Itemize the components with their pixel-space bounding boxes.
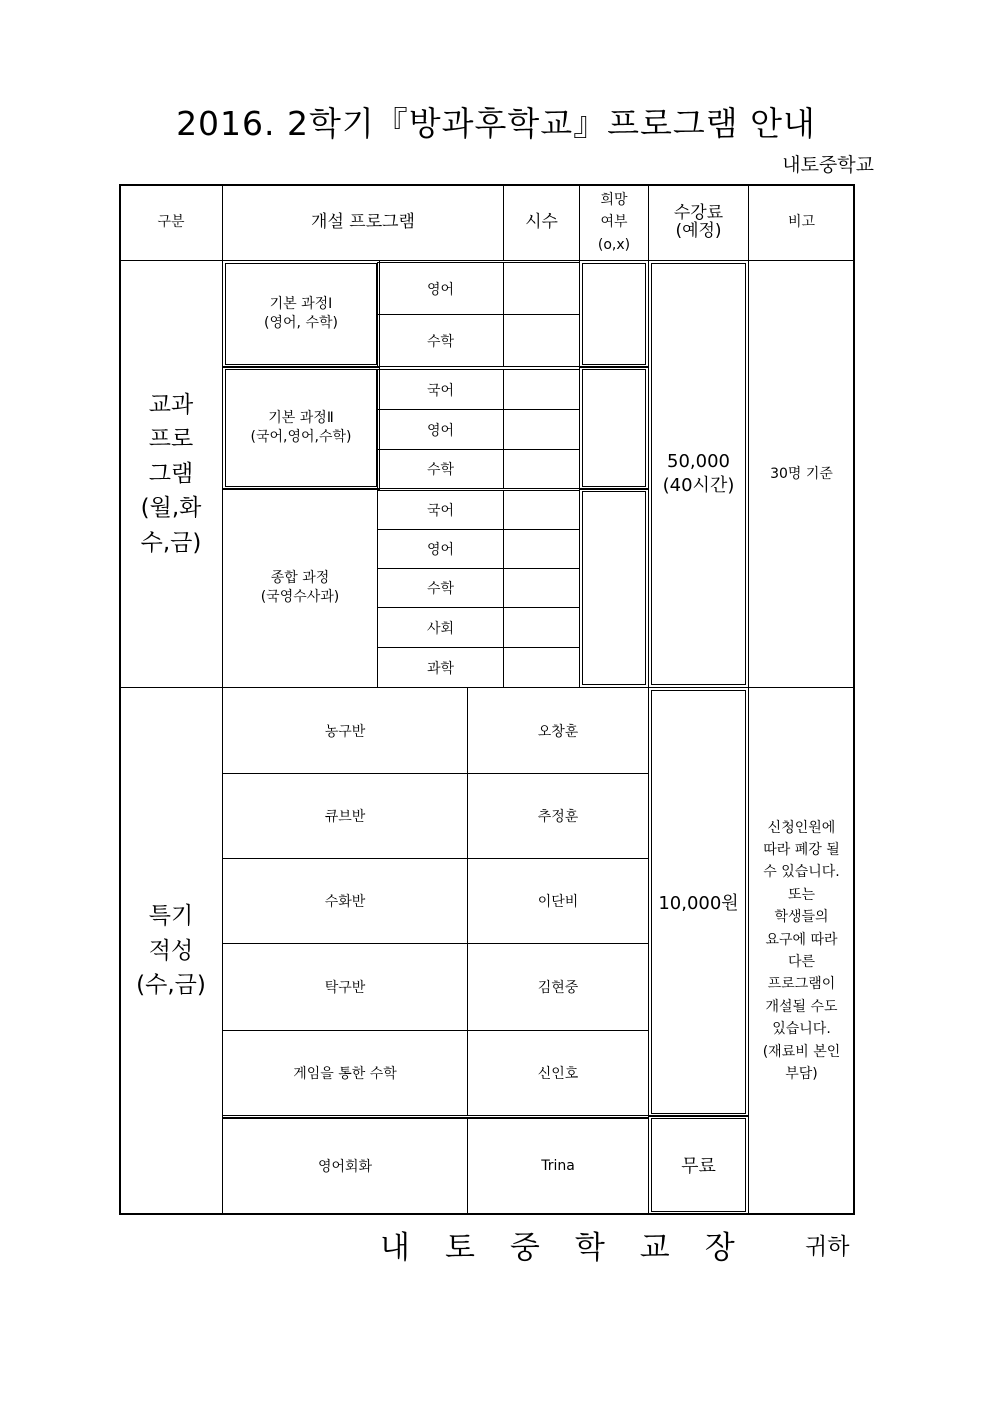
school-name: 내토중학교 [782, 154, 874, 176]
course1-subject: 영어 [377, 262, 504, 315]
special-program: 게임을 통한 수학 [222, 1030, 468, 1116]
special-program: 수화반 [222, 858, 468, 944]
special-teacher: 오창훈 [467, 687, 649, 774]
course3-want-cell [579, 488, 649, 688]
course3-hours-cell [503, 568, 580, 608]
course1-name: 기본 과정Ⅰ (영어, 수학) [222, 260, 380, 368]
course1-subject: 수학 [377, 314, 504, 367]
english-program: 영어회화 [222, 1117, 468, 1215]
special-teacher: 추정훈 [467, 773, 649, 859]
special-program: 탁구반 [222, 943, 468, 1031]
signature: 내토중학교장 [380, 1230, 770, 1266]
course3-name: 종합 과정 (국영수사과) [222, 488, 378, 688]
course3-subject: 영어 [377, 529, 504, 569]
course3-subject: 수학 [377, 568, 504, 608]
course2-want-cell [579, 366, 649, 490]
special-category: 특기 적성 (수,금) [119, 687, 223, 1215]
special-note: 신청인원에 따라 폐강 될 수 있습니다. 또는 학생들의 요구에 따라 다른 프로그램이 개설될 수도 있습니다. (재료비 본인 부담) [748, 687, 855, 1215]
course2-hours-cell [503, 449, 580, 489]
page-title: 2016. 2학기『방과후학교』프로그램 안내 [176, 104, 816, 143]
special-program: 큐브반 [222, 773, 468, 859]
signature-suffix: 귀하 [805, 1234, 850, 1260]
special-fee: 10,000원 [648, 687, 749, 1117]
header-hours: 시수 [503, 184, 580, 261]
course2-hours-cell [503, 409, 580, 450]
course3-subject: 과학 [377, 647, 504, 688]
special-program: 농구반 [222, 687, 468, 774]
course2-name: 기본 과정Ⅱ (국어,영어,수학) [222, 366, 380, 490]
course1-hours-cell [503, 262, 580, 315]
course3-subject: 사회 [377, 607, 504, 648]
academic-note: 30명 기준 [748, 260, 855, 688]
course2-subject: 수학 [377, 449, 504, 489]
header-fee: 수강료 (예정) [648, 184, 749, 261]
course2-subject: 국어 [377, 369, 504, 410]
course3-hours-cell [503, 607, 580, 648]
course1-want-cell [579, 260, 649, 368]
english-fee: 무료 [648, 1115, 749, 1215]
course2-hours-cell [503, 369, 580, 410]
course1-hours-cell [503, 314, 580, 367]
special-teacher: 이단비 [467, 858, 649, 944]
academic-fee: 50,000 (40시간) [648, 260, 749, 688]
academic-category: 교과 프로 그램 (월,화 수,금) [119, 260, 223, 688]
course3-hours-cell [503, 490, 580, 530]
course3-hours-cell [503, 647, 580, 688]
course3-subject: 국어 [377, 490, 504, 530]
header-category: 구분 [119, 184, 223, 261]
course3-hours-cell [503, 529, 580, 569]
header-want: 희망 여부 (o,x) [579, 184, 649, 261]
special-teacher: 신인호 [467, 1030, 649, 1116]
header-note: 비고 [748, 184, 855, 261]
english-teacher: Trina [467, 1117, 649, 1215]
course2-subject: 영어 [377, 409, 504, 450]
special-teacher: 김현중 [467, 943, 649, 1031]
header-program: 개설 프로그램 [222, 184, 504, 261]
